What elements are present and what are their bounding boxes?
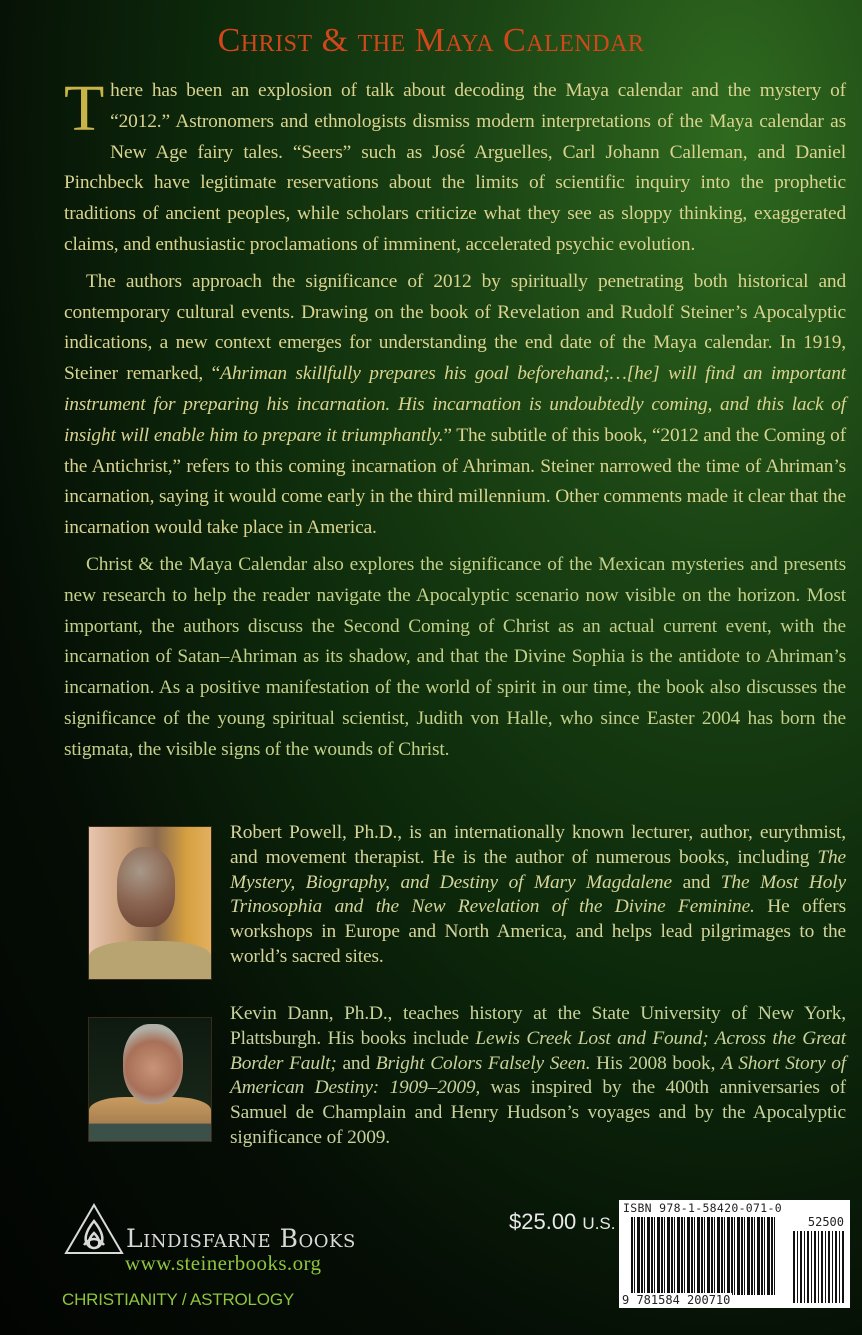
book-title-italic: A Short Story of American Destiny: 1909–2009, (230, 1052, 846, 1099)
bio-text: and (336, 1052, 376, 1074)
book-title: Christ & the Maya Calendar (217, 22, 645, 59)
description-paragraph-1 (64, 72, 846, 261)
book-title-italic: Bright Colors Falsely Seen. (375, 1052, 591, 1074)
bio-text: was inspired by the 400th anniversaries of Samuel de Champlain and Henry Hudson’s voyages and by the Apocalyptic significance of 2009. (230, 1077, 846, 1148)
bio-text: His 2008 book, (590, 1052, 722, 1074)
bio-text: and (671, 871, 721, 893)
paragraph-text: here has been an explosion of talk about decoding the Maya calendar and the mystery of “2012.” Astronomers and ethnologists dismiss modern interpretations of the Maya calendar as New Age fairy tales. “Seers” such as José Arguelles, Carl Johann Calleman, and Daniel Pinchbeck have legitimate reservations about the limits of scientific inquiry into the prophetic traditions of ancient peoples, while scholars criticize what they see as sloppy thinking, exaggerated claims, and enthusiastic proclamations of imminent, accelerated psychic evolution. (64, 80, 846, 255)
ean-number: 9 781584 200710 (622, 1293, 731, 1307)
triquetra-triangle-icon (64, 1203, 124, 1255)
bio-text: Robert Powell, Ph.D., is an internationally known lecturer, author, eurythmist, and movement therapist. He is the author of numerous books, including (230, 822, 846, 868)
description-paragraph-3: Christ & the Maya Calendar also explores the significance of the Mexican mysteries and presents new research to help the reader navigate the Apocalyptic scenario now visible on the horizon. Most important, the authors discuss the Second Coming of Christ as an actual current event, with the incarnation of Satan–Ahriman as its shadow, and that the Divine Sophia is the antidote to Ahriman’s incarnation. As a positive manifestation of the world of spirit in our time, the book also discusses the significance of the young spiritual scientist, Judith von Halle, who since Easter 2004 has born the stigmata, the visible signs of the wounds of Christ. (64, 553, 846, 760)
isbn-barcode (619, 1200, 850, 1308)
price-amount: $25.00 (509, 1209, 577, 1234)
drop-cap: T (64, 72, 105, 145)
publisher-url[interactable]: www.steinerbooks.org (125, 1251, 322, 1275)
description-paragraph-2 (64, 267, 846, 544)
author-photo-robert-powell (88, 826, 212, 980)
bio-text: Kevin Dann, Ph.D., teaches history at the State University of New York, Plattsburgh. His books include (230, 1003, 846, 1049)
author-bio-kevin-dann (230, 1002, 846, 1151)
price-addon-code: 52500 (807, 1215, 844, 1229)
publisher-name: Lindisfarne Books (126, 1224, 356, 1253)
bio-text: He offers workshops in Europe and North America, and helps lead pilgrimages to the world’s sacred sites. (230, 896, 846, 967)
book-title-italic: The Mystery, Biography, and Destiny of Mary Magdalene (230, 846, 846, 893)
isbn-text: ISBN 978-1-58420-071-0 (623, 1201, 782, 1215)
price-currency: U.S. (582, 1214, 616, 1233)
description (64, 72, 847, 772)
book-title-italic: The Most Holy Trinosophia and the New Revelation of the Divine Feminine. (230, 871, 846, 918)
paragraph-text: The authors approach the significance of 2012 by spiritually penetrating both historical and contemporary cultural events. Drawing on the book of Revelation and Rudolf Steiner’s Apocalyptic indications, a new context emerges for understanding the end date of the Maya calendar. In 1919, Steiner remarked, “ (64, 270, 846, 385)
addon-bars (793, 1231, 845, 1303)
price (509, 1209, 615, 1235)
category-label: CHRISTIANITY / ASTROLOGY (62, 1290, 294, 1309)
author-photo-kevin-dann (88, 1017, 212, 1142)
publisher-logo (64, 1203, 356, 1255)
paragraph-text: ” The subtitle of this book, “2012 and the Coming of the Antichrist,” refers to this coming incarnation of Ahriman. Steiner narrowed the time of Ahriman’s incarnation, saying it would come early in the third millennium. Other comments made it clear that the incarnation would take place in America. (64, 424, 846, 539)
ean-bars (631, 1217, 776, 1295)
book-title-italic: Lewis Creek Lost and Found; Across the Great Border Fault; (230, 1027, 846, 1074)
author-bio-robert-powell (230, 821, 846, 970)
steiner-quote: Ahriman skillfully prepares his goal beforehand;…[he] will find an important instrument for preparing his incarnation. His incarnation is undoubtedly coming, and this lack of insight will enable him to prepare it triumphantly. (64, 363, 847, 446)
